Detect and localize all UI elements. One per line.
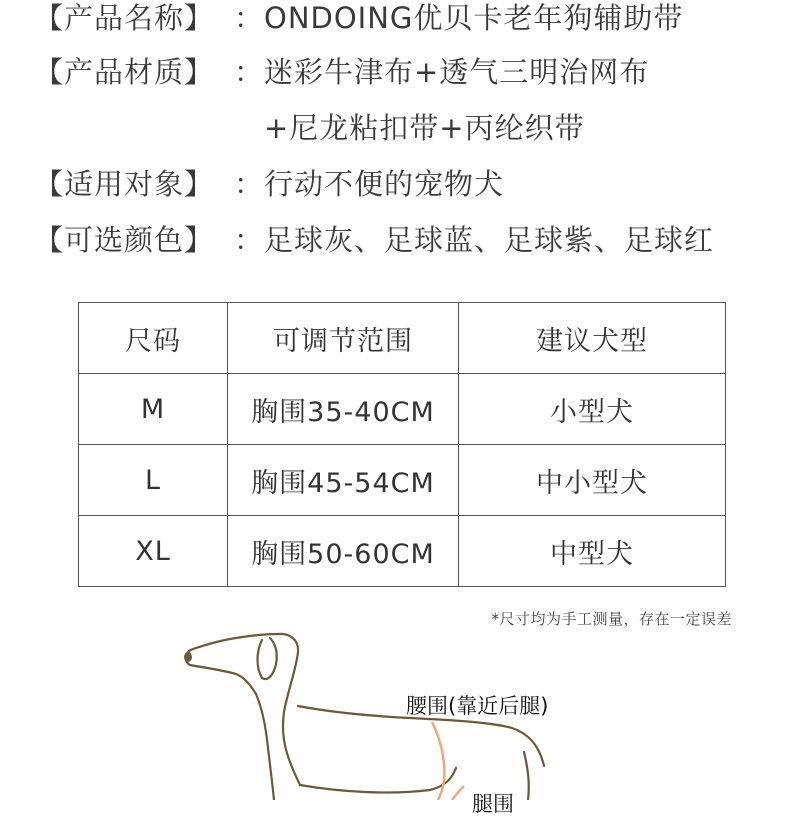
header-dog-type: 建议犬型: [459, 303, 726, 374]
spec-key: 【可选颜色】: [34, 223, 215, 257]
dog-hind-leg-outline: [524, 752, 529, 800]
table-row: [79, 374, 726, 445]
cell-range: 胸围50-60CM: [228, 516, 459, 587]
spec-material-continued: [264, 111, 585, 145]
cell-size: M: [79, 374, 228, 445]
spec-colon: ：: [234, 1, 265, 35]
cell-size: XL: [79, 516, 228, 587]
measurement-note: *尺寸均为手工测量，存在一定误差: [491, 610, 732, 628]
leg-measure-line: [452, 786, 464, 800]
spec-target: [34, 167, 505, 201]
cell-dog-type: 中型犬: [459, 516, 726, 587]
spec-colon: ：: [234, 223, 265, 257]
cell-range: 胸围35-40CM: [228, 374, 459, 445]
spec-material: [34, 55, 650, 89]
table-row: [79, 516, 726, 587]
spec-value: +尼龙粘扣带+丙纶织带: [264, 111, 585, 145]
spec-value: 迷彩牛津布+透气三明治网布: [264, 55, 650, 89]
spec-key: 【产品名称】: [34, 1, 215, 35]
spec-key: 【适用对象】: [34, 167, 215, 201]
dog-belly-outline: [300, 768, 456, 792]
leg-label: 腿围: [472, 792, 514, 816]
header-size: 尺码: [79, 303, 228, 374]
spec-value: 足球灰、足球蓝、足球紫、足球红: [264, 223, 715, 257]
dog-outline-diagram: [0, 620, 800, 800]
dog-nose: [184, 652, 192, 662]
cell-size: L: [79, 445, 228, 516]
spec-colon: ：: [234, 167, 265, 201]
spec-value: 行动不便的宠物犬: [264, 167, 505, 201]
waist-label: 腰围(靠近后腿): [406, 694, 549, 718]
spec-product-name: [34, 1, 684, 35]
cell-range: 胸围45-54CM: [228, 445, 459, 516]
spec-value: ONDOING优贝卡老年狗辅助带: [264, 1, 684, 35]
size-table: [78, 302, 726, 587]
spec-key: 【产品材质】: [34, 55, 215, 89]
cell-dog-type: 中小型犬: [459, 445, 726, 516]
table-header-row: [79, 303, 726, 374]
dog-ear-outline: [258, 638, 277, 679]
spec-colors: [34, 223, 715, 257]
spec-colon: ：: [234, 55, 265, 89]
table-row: [79, 445, 726, 516]
cell-dog-type: 小型犬: [459, 374, 726, 445]
header-range: 可调节范围: [228, 303, 459, 374]
dog-head-outline: [186, 634, 300, 800]
